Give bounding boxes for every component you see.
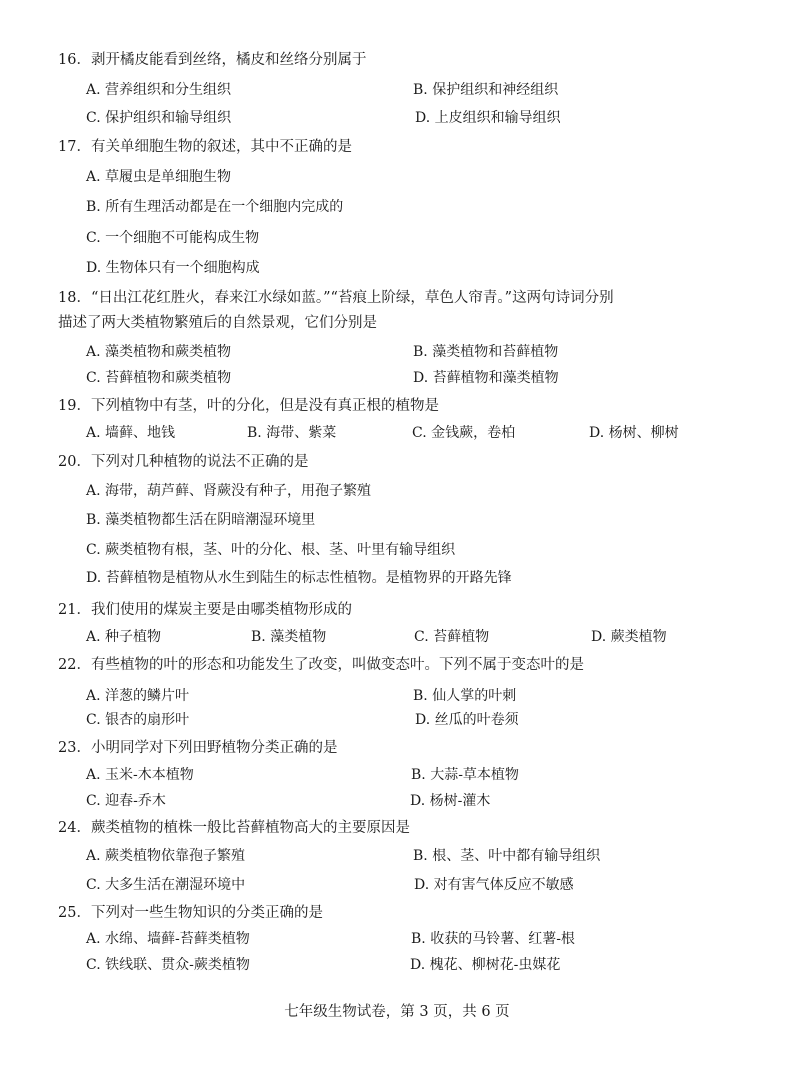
q24-option-d: D. 对有害气体反应不敏感 <box>414 877 574 893</box>
q24-option-c: C. 大多生活在潮湿环境中 <box>86 877 246 893</box>
q21-option-c: C. 苔藓植物 <box>414 629 490 645</box>
q22-stem: 22．有些植物的叶的形态和功能发生了改变，叫做变态叶。下列不属于变态叶的是 <box>58 657 584 673</box>
q20-option-c: C. 蕨类植物有根，茎、叶的分化、根、茎、叶里有输导组织 <box>86 542 456 558</box>
q23-option-a: A. 玉米-木本植物 <box>86 767 194 783</box>
q17-option-a: A. 草履虫是单细胞生物 <box>86 169 232 185</box>
q18-option-b: B. 藻类植物和苔藓植物 <box>413 344 559 360</box>
q18-option-d: D. 苔藓植物和藻类植物 <box>413 370 559 386</box>
q19-option-a: A. 墙藓、地钱 <box>86 425 176 441</box>
q17-stem: 17．有关单细胞生物的叙述，其中不正确的是 <box>58 139 352 155</box>
q22-option-c: C. 银杏的扇形叶 <box>86 712 190 728</box>
q21-stem: 21．我们使用的煤炭主要是由哪类植物形成的 <box>58 602 352 618</box>
q21-option-d: D. 蕨类植物 <box>591 629 667 645</box>
q22-option-b: B. 仙人掌的叶刺 <box>413 688 517 704</box>
q23-option-d: D. 杨树-灌木 <box>410 793 491 809</box>
q23-option-c: C. 迎春-乔木 <box>86 793 166 809</box>
q25-option-a: A. 水绵、墙藓-苔藓类植物 <box>86 931 250 947</box>
q23-option-b: B. 大蒜-草本植物 <box>411 767 519 783</box>
q20-option-d: D. 苔藓植物是植物从水生到陆生的标志性植物。是植物界的开路先锋 <box>86 570 512 586</box>
q19-option-b: B. 海带、紫菜 <box>247 425 337 441</box>
q25-option-b: B. 收获的马铃薯、红薯-根 <box>411 931 575 947</box>
q16-stem: 16．剥开橘皮能看到丝络，橘皮和丝络分别属于 <box>58 52 367 68</box>
q16-option-a: A. 营养组织和分生组织 <box>86 82 232 98</box>
q21-option-a: A. 种子植物 <box>86 629 162 645</box>
q23-stem: 23．小明同学对下列田野植物分类正确的是 <box>58 740 338 756</box>
q20-stem: 20．下列对几种植物的说法不正确的是 <box>58 454 309 470</box>
q21-option-b: B. 藻类植物 <box>251 629 327 645</box>
q16-option-b: B. 保护组织和神经组织 <box>413 82 559 98</box>
q19-option-c: C. 金钱蕨，卷柏 <box>412 425 516 441</box>
q17-option-d: D. 生物体只有一个细胞构成 <box>86 260 260 276</box>
q20-option-b: B. 藻类植物都生活在阴暗潮湿环境里 <box>86 512 316 528</box>
q18-option-a: A. 藻类植物和蕨类植物 <box>86 344 232 360</box>
q16-option-d: D. 上皮组织和输导组织 <box>415 110 561 126</box>
q22-option-a: A. 洋葱的鳞片叶 <box>86 688 190 704</box>
q17-option-c: C. 一个细胞不可能构成生物 <box>86 230 260 246</box>
q17-option-b: B. 所有生理活动都是在一个细胞内完成的 <box>86 199 344 215</box>
q25-option-c: C. 铁线联、贯众-蕨类植物 <box>86 957 250 973</box>
q20-option-a: A. 海带，葫芦藓、肾蕨没有种子，用孢子繁殖 <box>86 483 372 499</box>
q25-option-d: D. 槐花、柳树花-虫媒花 <box>410 957 561 973</box>
q18-stem-line2: 描述了两大类植物繁殖后的自然景观，它们分别是 <box>58 315 377 331</box>
q18-stem-line1: 18．“日出江花红胜火，春来江水绿如蓝。”“苔痕上阶绿，草色人帘青。”这两句诗词分别 <box>58 290 614 306</box>
page-footer: 七年级生物试卷，第 3 页，共 6 页 <box>284 1004 510 1020</box>
q18-option-c: C. 苔藓植物和蕨类植物 <box>86 370 232 386</box>
q16-option-c: C. 保护组织和输导组织 <box>86 110 232 126</box>
q24-stem: 24．蕨类植物的植株一般比苔藓植物高大的主要原因是 <box>58 820 410 836</box>
q19-stem: 19．下列植物中有茎，叶的分化，但是没有真正根的植物是 <box>58 398 439 414</box>
q24-option-b: B. 根、茎、叶中都有输导组织 <box>413 848 601 864</box>
q24-option-a: A. 蕨类植物依靠孢子繁殖 <box>86 848 246 864</box>
q25-stem: 25．下列对一些生物知识的分类正确的是 <box>58 905 323 921</box>
q22-option-d: D. 丝瓜的叶卷须 <box>415 712 519 728</box>
q19-option-d: D. 杨树、柳树 <box>589 425 679 441</box>
